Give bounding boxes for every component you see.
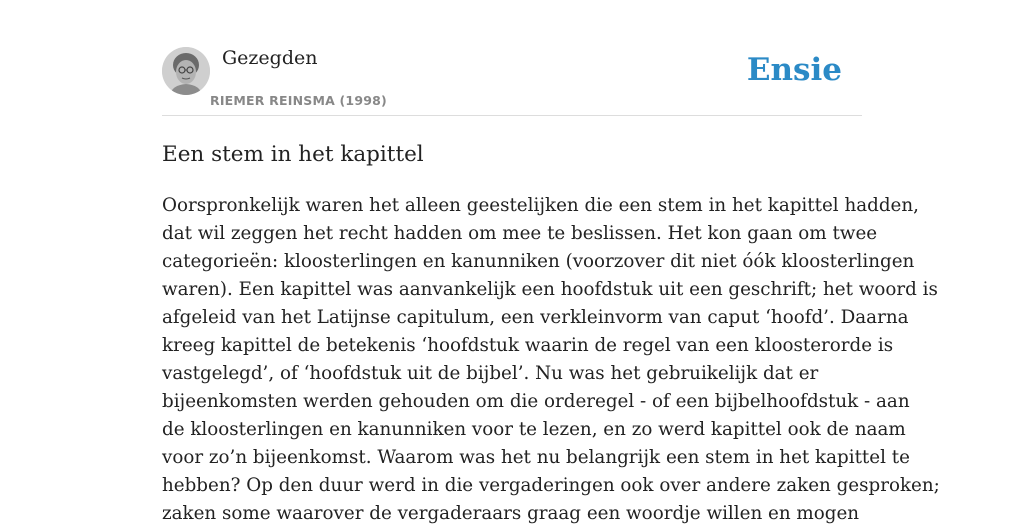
entry-body bbox=[162, 192, 940, 528]
portrait-icon bbox=[162, 47, 210, 95]
body-line: afgeleid van het Latijnse capitulum, een verkleinvorm van caput ‘hoofd’. Daarna bbox=[162, 307, 909, 328]
body-line: de kloosterlingen en kanunniken voor te lezen, en zo werd kapittel ook de naam bbox=[162, 419, 906, 440]
body-line: dat wil zeggen het recht hadden om mee te beslissen. Het kon gaan om twee bbox=[162, 223, 878, 244]
body-line: bijeenkomsten werden gehouden om die orderegel - of een bijbelhoofdstuk - aan bbox=[162, 391, 910, 412]
body-line: vastgelegd’, of ‘hoofdstuk uit de bijbel’. Nu was het gebruikelijk dat er bbox=[162, 363, 819, 384]
body-line: categorieën: kloosterlingen en kanunniken (voorzover dit niet óók kloosterlingen bbox=[162, 251, 915, 272]
body-line: waren). Een kapittel was aanvankelijk een hoofdstuk uit een geschrift; het woord is bbox=[162, 279, 938, 300]
body-line: zaken some waarover de vergaderaars graag een woordje willen en mogen bbox=[162, 503, 860, 524]
entry-header bbox=[162, 44, 862, 116]
body-line: kreeg kapittel de betekenis ‘hoofdstuk waarin de regel van een kloosterorde is bbox=[162, 335, 894, 356]
body-line: voor zo’n bijeenkomst. Waarom was het nu belangrijk een stem in het kapittel te bbox=[162, 447, 910, 468]
body-line: hebben? Op den duur werd in die vergaderingen ook over andere zaken gesproken; bbox=[162, 475, 940, 496]
entry-title: Een stem in het kapittel bbox=[162, 142, 424, 167]
author-avatar[interactable] bbox=[162, 47, 210, 95]
source-title[interactable]: Gezegden bbox=[222, 47, 318, 69]
ensie-logo[interactable]: Ensie bbox=[746, 52, 842, 88]
body-line: Oorspronkelijk waren het alleen geestelijken die een stem in het kapittel hadden, bbox=[162, 195, 919, 216]
source-author[interactable]: RIEMER REINSMA (1998) bbox=[210, 93, 387, 108]
